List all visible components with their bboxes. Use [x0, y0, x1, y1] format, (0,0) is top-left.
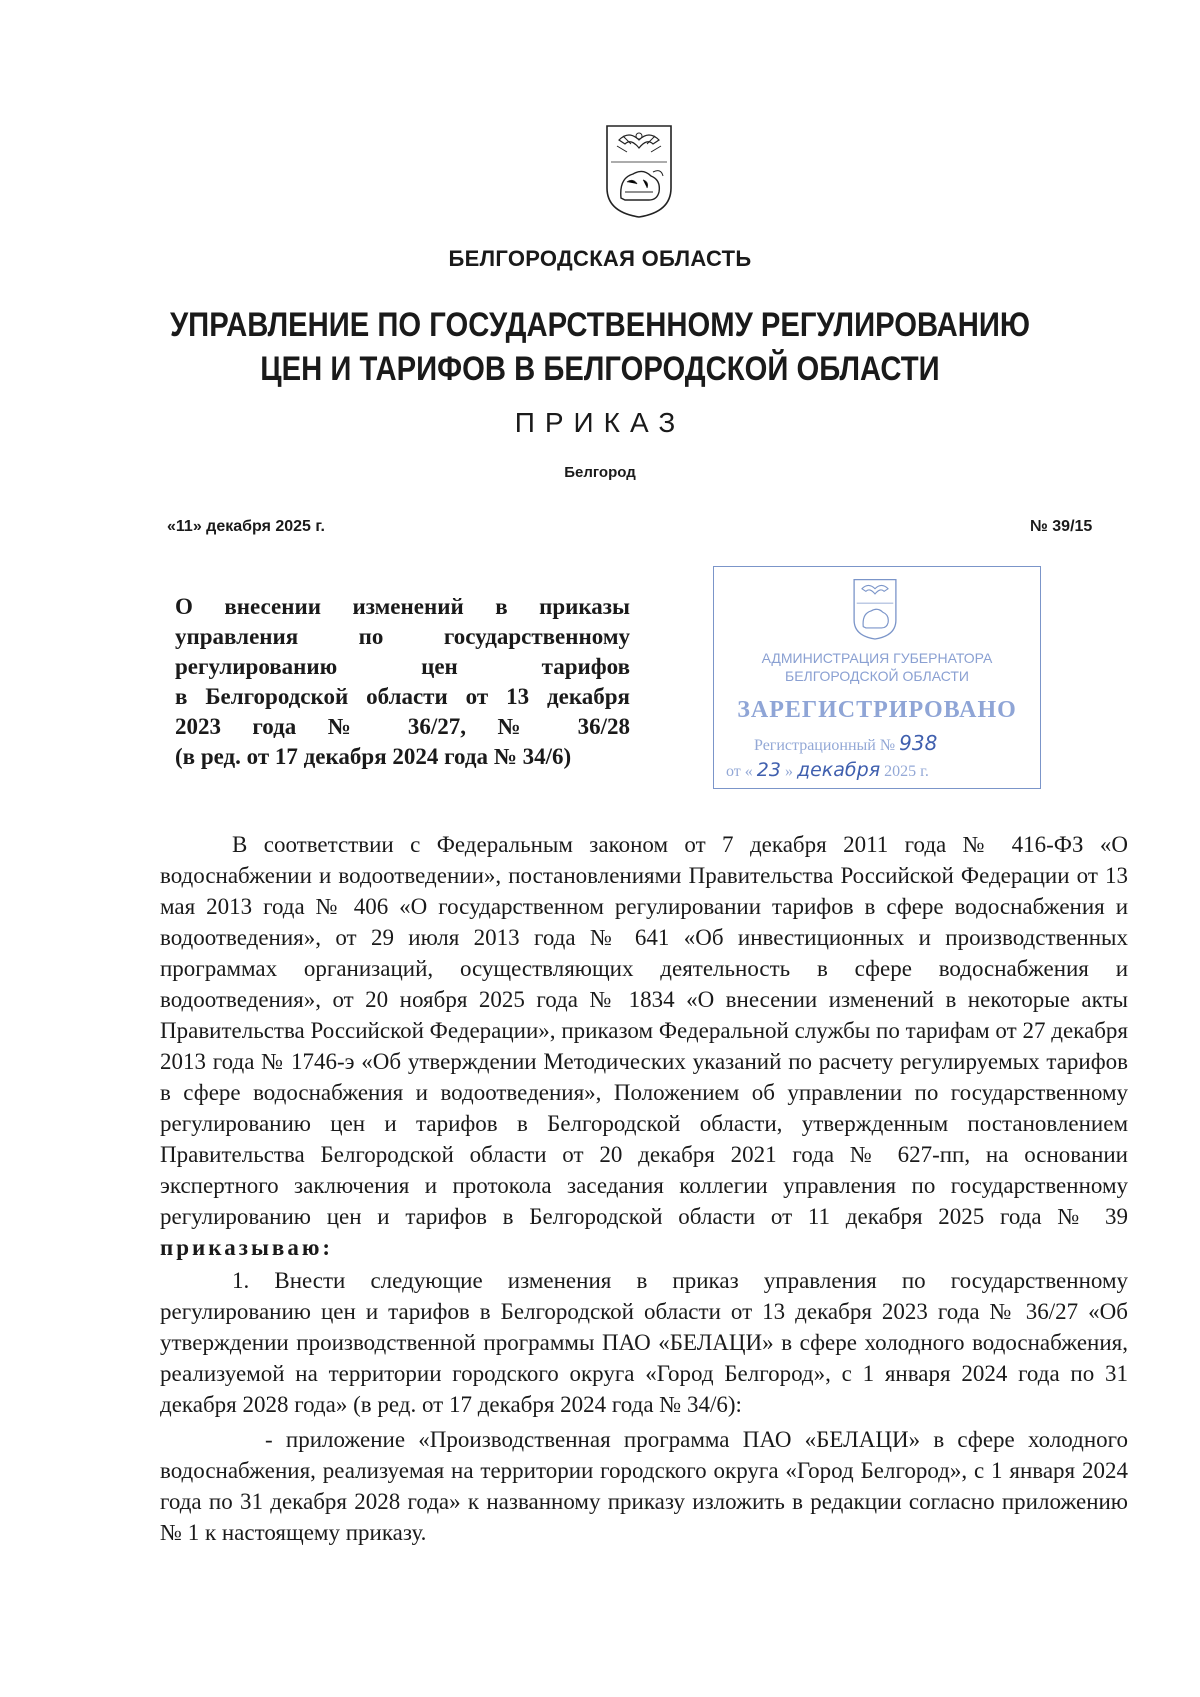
order-item-1-subitem: - приложение «Производственная программа ПАО «БЕЛАЦИ» в сфере холодного водоснабжения, реализуемая на территории городского округа «Город Белгород», с 1 января 2024 года по 31 декабря 2028 года» к названному приказу изложить в редакции согласно приложению № 1 к настоящему приказу. [160, 1427, 1128, 1545]
order-item-1: 1. Внести следующие изменения в приказ управления по государственному регулированию цен и тарифов в Белгородской области от 13 декабря 2023 года № 36/27 «Об утверждении производственной программы ПАО «БЕЛАЦИ» в сфере холодного водоснабжения, реализуемой на территории городского округа «Город Белгород», с 1 января 2024 года по 31 декабря 2028 года» (в ред. от 17 декабря 2024 года № 34/6): [160, 1268, 1128, 1417]
stamp-date-month-handwritten: декабря [796, 759, 881, 781]
subject-line: О внесении изменений в приказы [175, 594, 630, 619]
city-name: Белгород [564, 464, 636, 481]
stamp-org-line1: АДМИНИСТРАЦИЯ ГУБЕРНАТОРА [761, 650, 993, 666]
stamp-registration-number [754, 731, 937, 755]
subject-line: управления по государственному [175, 624, 630, 649]
registration-stamp [713, 566, 1041, 789]
stamp-reg-number-handwritten: 938 [899, 731, 938, 755]
stamp-date-suffix: г. [920, 763, 929, 780]
stamp-emblem-icon [851, 577, 899, 641]
department-title [84, 303, 1116, 391]
stamp-date-year: 2025 [884, 763, 917, 780]
subject-line: регулированию цен тарифов [175, 654, 630, 679]
stamp-date-day-handwritten: 23 [756, 759, 781, 781]
subject-line: в Белгородской области от 13 декабря [175, 684, 630, 709]
preamble-text: В соответствии с Федеральным законом от 7 декабря 2011 года № 416-ФЗ «О водоснабжении и водоотведении», постановлениями Правительства Российской Федерации от 13 мая 2013 года № 406 «О государственном регулировании тарифов в сфере водоснабжения и водоотведения», от 29 июля 2013 года № 641 «Об инвестиционных и производственных программах организаций, осуществляющих деятельность в сфере водоснабжения и водоотведения», от 20 ноября 2025 года № 1834 «О внесении изменений в некоторые акты Правительства Российской Федерации», приказом Федеральной службы по тарифам от 27 декабря 2013 года № 1746-э «Об утверждении Методических указаний по расчету регулируемых тарифов в сфере водоснабжения и водоотведения», Положением об управлении по государственному регулированию цен и тарифов в Белгородской области, утвержденным постановлением Правительства Белгородской области от 20 декабря 2021 года № 627-пп, на основании экспертного заключения и протокола заседания коллегии управления по государственному регулированию цен и тарифов в Белгородской области от 11 декабря 2025 года № 39 [160, 832, 1128, 1229]
stamp-organization [714, 649, 1040, 685]
stamp-date-prefix: от « [726, 763, 753, 780]
department-title-line2: ЦЕН И ТАРИФОВ В БЕЛГОРОДСКОЙ ОБЛАСТИ [260, 350, 940, 388]
stamp-reg-label: Регистрационный № [754, 737, 896, 754]
order-word: приказываю: [160, 1235, 334, 1260]
preamble-paragraph [160, 829, 1128, 1263]
subject-line: 2023 года № 36/27, № 36/28 [175, 714, 630, 739]
order-number: № 39/15 [1030, 518, 1093, 535]
stamp-org-line2: БЕЛГОРОДСКОЙ ОБЛАСТИ [785, 668, 969, 684]
stamp-status: ЗАРЕГИСТРИРОВАНО [737, 697, 1017, 723]
stamp-registration-date [726, 759, 929, 781]
region-name: БЕЛГОРОДСКАЯ ОБЛАСТЬ [448, 246, 752, 271]
coat-of-arms-emblem [603, 122, 675, 220]
stamp-date-mid: » [784, 763, 793, 780]
order-body [160, 829, 1128, 1548]
department-title-line1: УПРАВЛЕНИЕ ПО ГОСУДАРСТВЕННОМУ РЕГУЛИРОВАНИЮ [169, 306, 1031, 344]
subject-line: (в ред. от 17 декабря 2024 года № 34/6) [175, 744, 572, 769]
order-date: «11» декабря 2025 г. [167, 518, 325, 535]
document-type: ПРИКАЗ [514, 407, 686, 438]
order-subject [175, 592, 630, 772]
